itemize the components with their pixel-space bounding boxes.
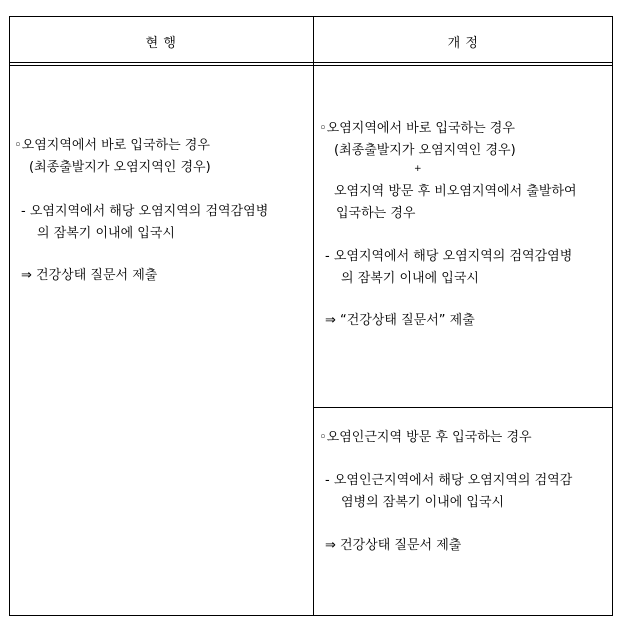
revised-top-line-2: (최종출발지가 오염지역인 경우)	[334, 143, 516, 158]
revised-top-line-5: - 오염지역에서 해당 오염지역의 검역감염병	[325, 249, 573, 264]
current-line-1: ◦오염지역에서 바로 입국하는 경우	[14, 138, 210, 153]
revised-bottom-line-1: ◦오염인근지역 방문 후 입국하는 경우	[319, 430, 532, 445]
revised-top-line-4: 입국하는 경우	[336, 206, 416, 221]
header-current: 현 행	[145, 36, 177, 51]
revised-top-line-3: 오염지역 방문 후 비오염지역에서 출발하여	[334, 184, 577, 199]
revised-bottom-line-2: - 오염인근지역에서 해당 오염지역의 검역감	[325, 473, 573, 488]
revised-row-divider	[313, 407, 613, 408]
revised-top-line-7: ⇒ “건강상태 질문서” 제출	[325, 313, 475, 328]
current-line-4: 의 잠복기 이내에 입국시	[37, 226, 175, 241]
revised-bottom-line-4: ⇒ 건강상태 질문서 제출	[325, 538, 462, 553]
current-line-2: (최종출발지가 오염지역인 경우)	[29, 160, 211, 175]
current-line-3: - 오염지역에서 해당 오염지역의 검역감염병	[21, 204, 269, 219]
header-revised: 개 정	[447, 36, 479, 51]
revised-top-plus: +	[414, 164, 422, 174]
revised-top-line-1: ◦오염지역에서 바로 입국하는 경우	[319, 121, 515, 136]
header-divider-bottom	[9, 65, 613, 66]
column-divider	[313, 16, 314, 616]
comparison-table	[9, 16, 613, 616]
header-divider-top	[9, 62, 613, 63]
revised-bottom-line-3: 염병의 잠복기 이내에 입국시	[341, 495, 505, 510]
current-line-5: ⇒ 건강상태 질문서 제출	[21, 268, 158, 283]
revised-top-line-6: 의 잠복기 이내에 입국시	[341, 271, 479, 286]
